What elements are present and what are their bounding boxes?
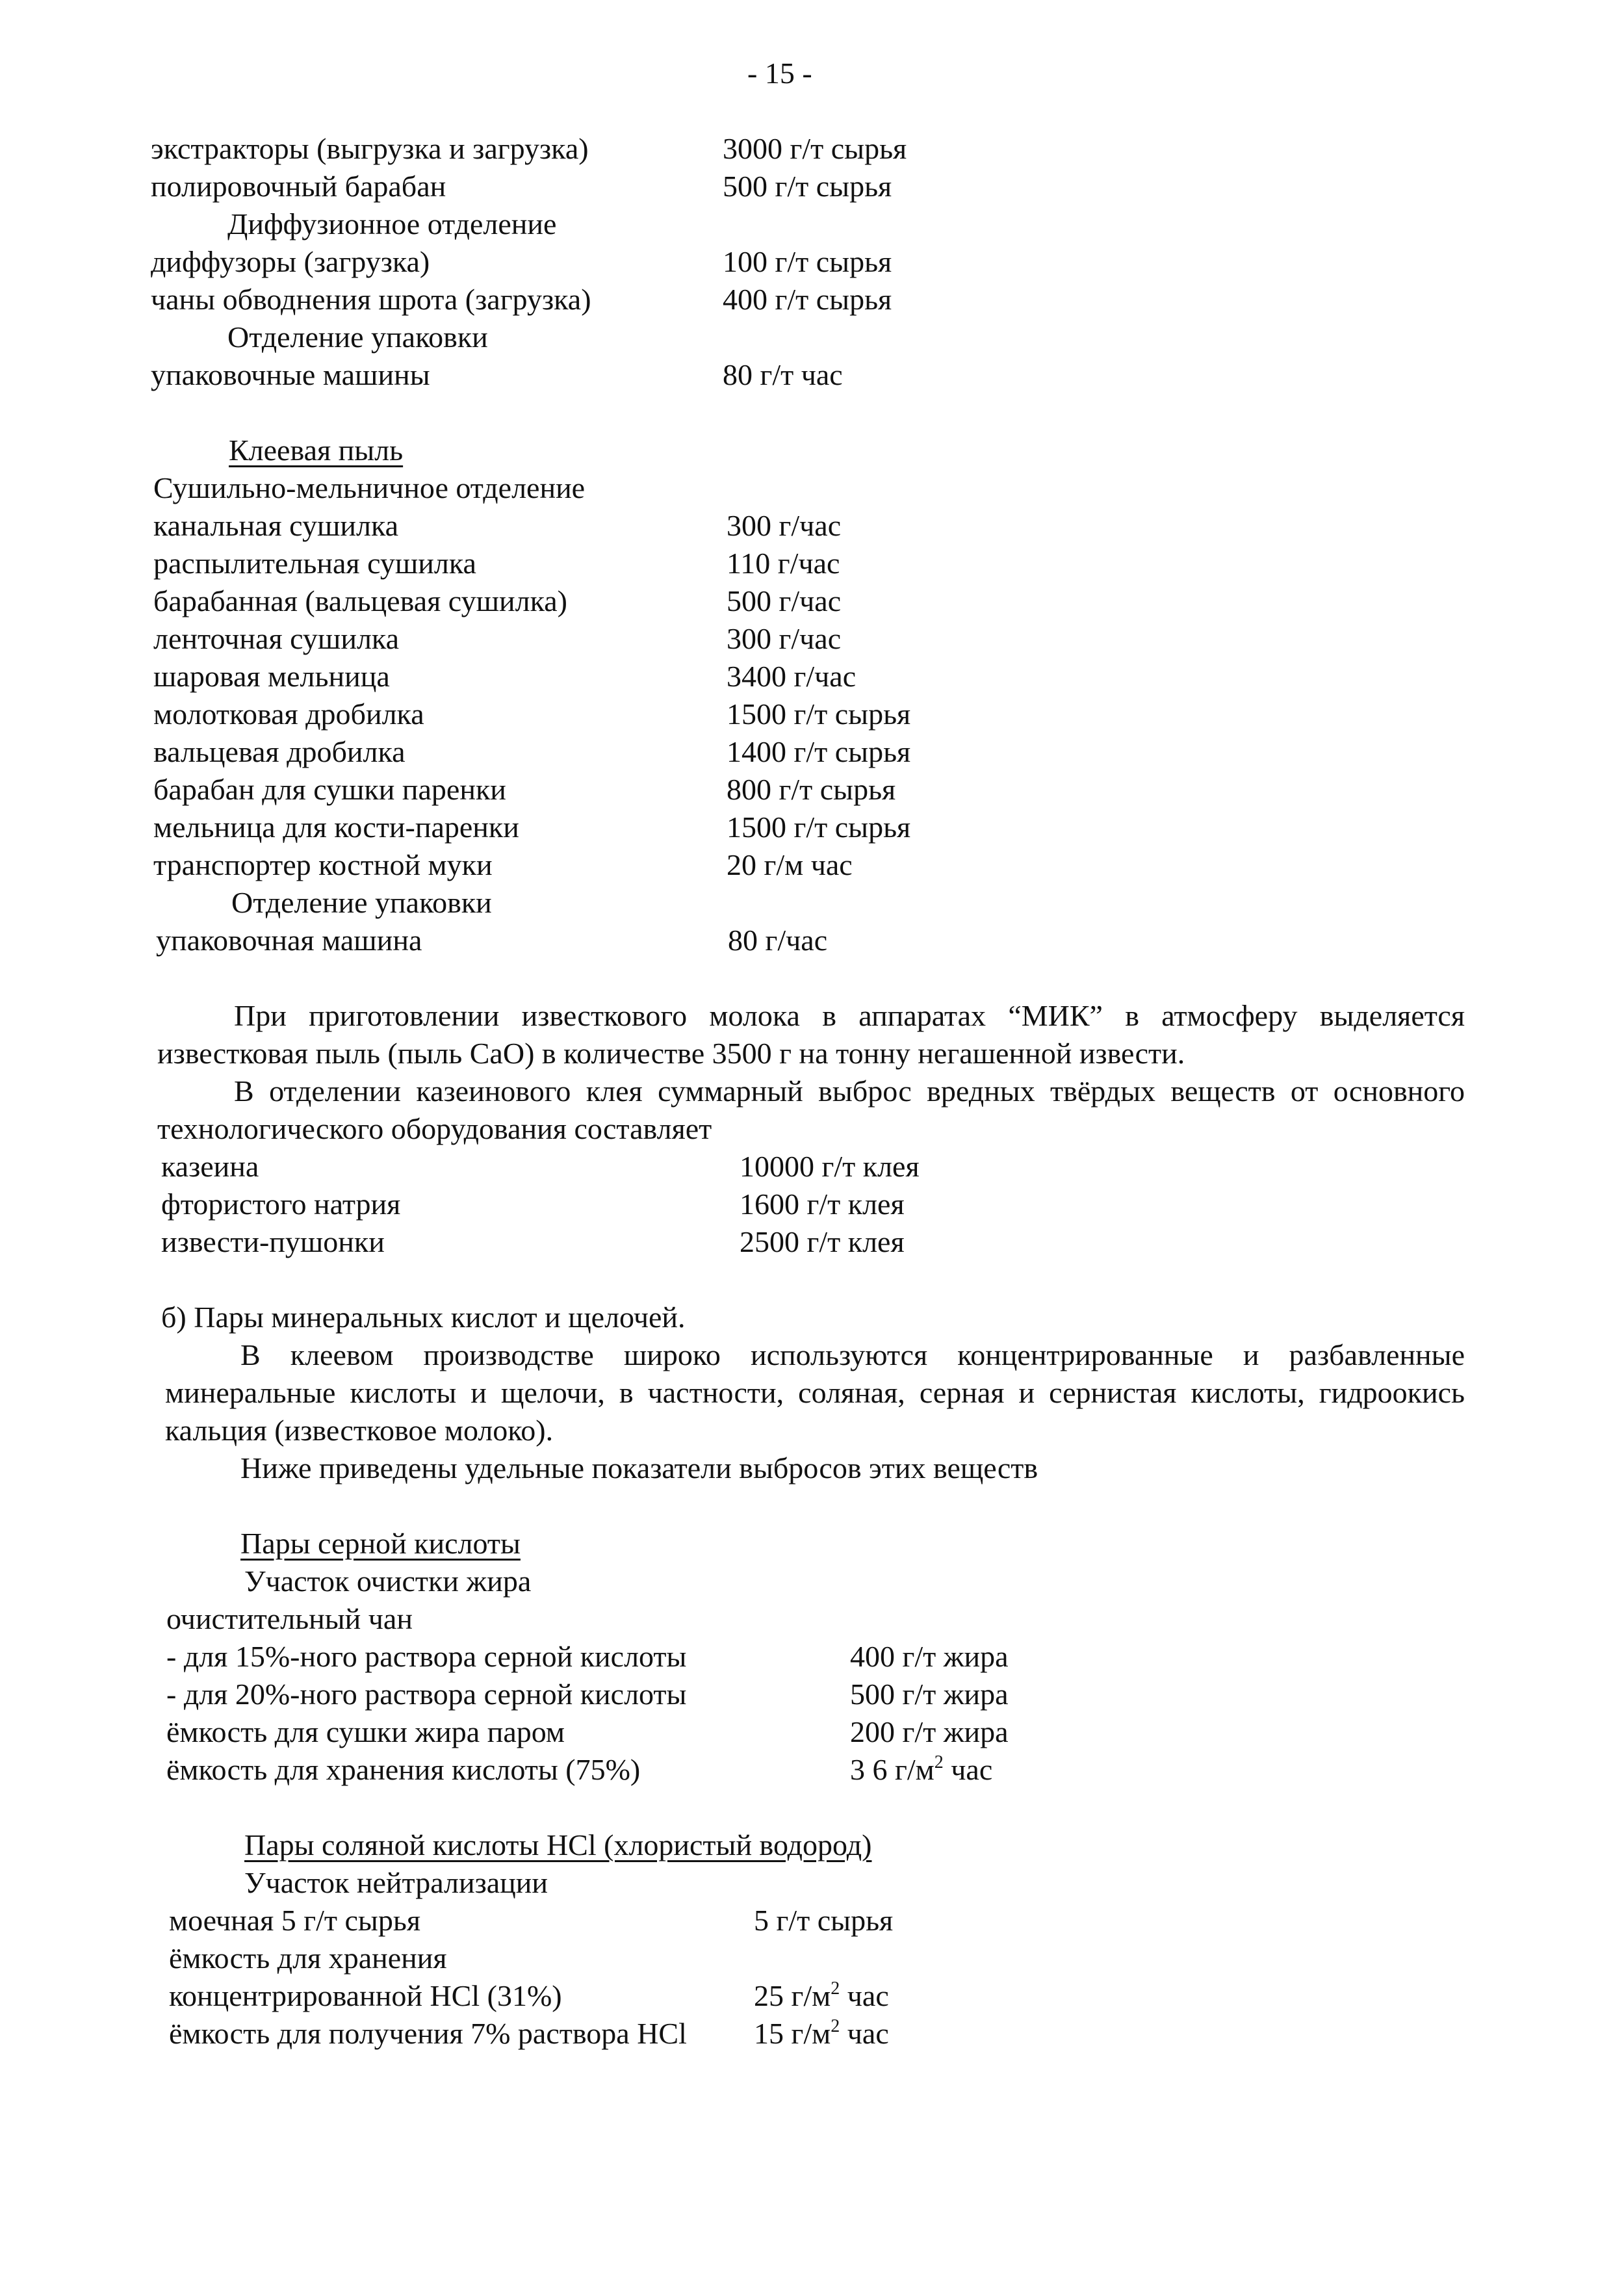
glue-dust-title: Клеевая пыль xyxy=(229,434,404,467)
section-heading: Отделение упаковки xyxy=(227,320,488,354)
section-heading: Участок нейтрализации xyxy=(244,1866,548,1899)
list-item: ёмкость для хранения xyxy=(169,1941,447,1975)
sulfuric-title: Пары серной кислоты xyxy=(240,1527,521,1560)
page-number: - 15 - xyxy=(747,57,812,90)
hydrochloric-title: Пары соляной кислоты HCl (хлористый водород) xyxy=(244,1828,872,1861)
section-heading: Отделение упаковки xyxy=(231,886,492,919)
section-heading: Диффузионное отделение xyxy=(227,207,557,240)
section-b-intro: Ниже приведены удельные показатели выбросов этих веществ xyxy=(240,1451,1038,1485)
section-heading: Участок очистки жира xyxy=(244,1564,532,1598)
sub-heading: очистительный чан xyxy=(166,1602,413,1635)
section-b-paragraph: В клеевом производстве широко используются концентрированные и разбавленные минеральные кислоты и щелочи, в частности, соляная, серная и сернистая кислоты, гидроокись кальция (известковое молоко). xyxy=(165,1338,1465,1447)
section-b-heading: б) Пары минеральных кислот и щелочей. xyxy=(161,1301,686,1334)
lime-paragraph: При приготовлении известкового молока в аппаратах “МИК” в атмосферу выделяется известковая пыль (пыль CaO) в количестве 3500 г на тонну негашенной извести. xyxy=(157,999,1465,1070)
section-heading: Сушильно-мельничное отделение xyxy=(153,471,586,504)
casein-paragraph: В отделении казеинового клея суммарный выброс вредных твёрдых веществ от основного технологического оборудования составляет xyxy=(157,1074,1465,1145)
